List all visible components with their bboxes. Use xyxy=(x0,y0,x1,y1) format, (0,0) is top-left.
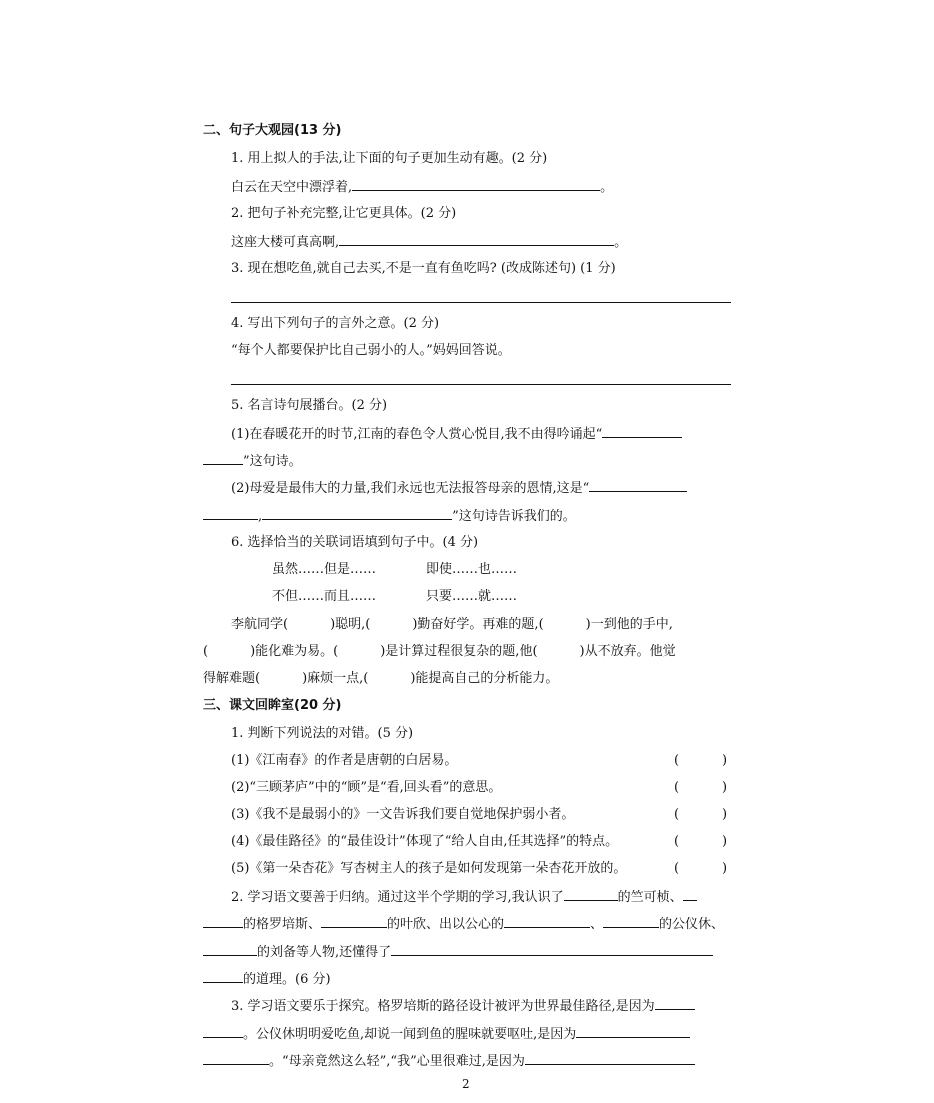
text-run: 的公仪休、 xyxy=(659,917,725,932)
text-run: 的刘备等人物,还懂得了 xyxy=(257,945,392,960)
text-run: 的竺可桢、 xyxy=(617,890,683,905)
answer-blank[interactable] xyxy=(203,452,243,465)
question-2-5-2 xyxy=(231,479,687,498)
option-1: 虽然……但是…… xyxy=(272,562,377,577)
judgement-item-1: (1)《江南春》的作者是唐朝的白居易。 xyxy=(231,753,458,768)
section-3-title: 三、课文回眸室(20 分) xyxy=(203,698,342,713)
text-run: )聪明,( xyxy=(330,617,371,632)
text-run: )能化难为易。( xyxy=(250,644,339,659)
judgement-paren-open: ( xyxy=(674,753,680,768)
text-run: 的格罗培斯、 xyxy=(243,917,322,932)
text-run: ( xyxy=(203,644,209,659)
text-run: )能提高自己的分析能力。 xyxy=(410,671,559,686)
judgement-paren-open: ( xyxy=(674,807,680,822)
text-run: 的叶欣、出以公心的 xyxy=(387,917,505,932)
question-2-6-paragraph-3 xyxy=(203,670,558,688)
judgement-paren-close: ) xyxy=(722,780,728,795)
option-2: 即使……也…… xyxy=(426,562,518,577)
answer-blank[interactable] xyxy=(203,970,243,983)
question-3-3-line-2 xyxy=(203,1025,690,1044)
judgement-paren-open: ( xyxy=(674,861,680,876)
judgement-item-3: (3)《我不是最弱小的》一文告诉我们要自觉地保护弱小者。 xyxy=(231,807,575,822)
section-2-title: 二、句子大观园(13 分) xyxy=(203,123,342,138)
question-3-3-line-1 xyxy=(231,997,695,1016)
question-2-1-line: 白云在天空中漂浮着, 。 xyxy=(231,180,614,195)
question-2-6-paragraph-2 xyxy=(203,643,676,661)
question-2-1: 1. 用上拟人的手法,让下面的句子更加生动有趣。(2 分) xyxy=(231,151,548,166)
answer-blank[interactable] xyxy=(203,1025,243,1038)
text-run: 得解难题( xyxy=(203,671,261,686)
question-3-3-line-3 xyxy=(203,1052,695,1071)
answer-blank[interactable] xyxy=(525,1052,695,1065)
text-run: 2. 学习语文要善于归纳。通过这半个学期的学习,我认识了 xyxy=(231,890,564,905)
question-3-1: 1. 判断下列说法的对错。(5 分) xyxy=(231,726,414,741)
question-3-2-line-3 xyxy=(203,943,713,962)
question-2-6: 6. 选择恰当的关联词语填到句子中。(4 分) xyxy=(231,535,479,550)
judgement-paren-close: ) xyxy=(722,861,728,876)
judgement-item-5: (5)《第一朵杏花》写杏树主人的孩子是如何发现第一朵杏花开放的。 xyxy=(231,861,627,876)
judgement-item-2: (2)“三顾茅庐”中的“顾”是“看,回头看”的意思。 xyxy=(231,780,502,795)
question-2-5-1-text: (1)在春暖花开的时节,江南的春色令人赏心悦目,我不由得吟诵起“ xyxy=(231,427,603,442)
question-2-5-1 xyxy=(231,425,682,444)
question-2-4-quote: “每个人都要保护比自己弱小的人。”妈妈回答说。 xyxy=(231,343,511,358)
answer-blank[interactable] xyxy=(352,178,600,191)
question-2-5-2-text: (2)母爱是最伟大的力量,我们永远也无法报答母亲的恩情,这是“ xyxy=(231,481,590,496)
question-2-3: 3. 现在想吃鱼,就自己去买,不是一直有鱼吃吗? (改成陈述句) (1 分) xyxy=(231,261,616,276)
answer-blank[interactable] xyxy=(603,915,659,928)
judgement-paren-close: ) xyxy=(722,807,728,822)
question-3-2-line-4 xyxy=(203,970,331,989)
judgement-item-4: (4)《最佳路径》的“最佳设计”体现了“给人自由,任其选择”的特点。 xyxy=(231,834,619,849)
question-2-5-1-cont xyxy=(203,452,302,471)
text-run: )麻烦一点,( xyxy=(302,671,369,686)
answer-blank[interactable] xyxy=(262,507,452,520)
judgement-paren-open: ( xyxy=(674,834,680,849)
answer-blank[interactable] xyxy=(683,888,697,901)
answer-line[interactable] xyxy=(231,302,731,303)
answer-blank[interactable] xyxy=(339,233,614,246)
question-2-1-prompt: 白云在天空中漂浮着, xyxy=(231,180,353,195)
option-3: 不但……而且…… xyxy=(272,589,377,604)
option-4: 只要……就…… xyxy=(426,589,518,604)
answer-blank[interactable] xyxy=(576,1025,690,1038)
text-run: 的道理。(6 分) xyxy=(243,972,331,987)
text-run: 李航同学( xyxy=(231,617,289,632)
answer-blank[interactable] xyxy=(321,915,387,928)
judgement-paren-close: ) xyxy=(722,834,728,849)
text-run: 。公仪休明明爱吃鱼,却说一闻到鱼的腥味就要呕吐,是因为 xyxy=(243,1027,577,1042)
answer-blank[interactable] xyxy=(203,507,258,520)
text-run: 、 xyxy=(590,917,604,932)
text-run: )一到他的手中, xyxy=(585,617,673,632)
question-2-5-1-end: ”这句诗。 xyxy=(243,454,302,469)
text-run: 。“母亲竟然这么轻”,“我”心里很难过,是因为 xyxy=(269,1054,525,1069)
question-2-5: 5. 名言诗句展播台。(2 分) xyxy=(231,398,388,413)
answer-blank[interactable] xyxy=(203,915,243,928)
answer-blank[interactable] xyxy=(655,997,695,1010)
answer-blank[interactable] xyxy=(203,943,257,956)
judgement-paren-close: ) xyxy=(722,753,728,768)
text-run: )是计算过程很复杂的题,他( xyxy=(380,644,538,659)
question-2-2: 2. 把句子补充完整,让它更具体。(2 分) xyxy=(231,206,457,221)
question-3-2-line-2 xyxy=(203,915,724,934)
question-2-5-2-end: ”这句诗告诉我们的。 xyxy=(452,509,576,524)
answer-blank[interactable] xyxy=(391,943,713,956)
answer-line[interactable] xyxy=(231,384,731,385)
question-2-2-line: 这座大楼可真高啊, 。 xyxy=(231,235,628,250)
answer-blank[interactable] xyxy=(564,888,618,901)
question-2-6-paragraph-1 xyxy=(231,616,673,634)
question-3-2-line-1 xyxy=(231,888,697,907)
judgement-paren-open: ( xyxy=(674,780,680,795)
answer-blank[interactable] xyxy=(602,425,682,438)
text-run: )从不放弃。他觉 xyxy=(579,644,676,659)
question-2-5-2-cont: , ”这句诗告诉我们的。 xyxy=(203,507,576,526)
text-run: )勤奋好学。再难的题,( xyxy=(412,617,544,632)
text-run: 3. 学习语文要乐于探究。格罗培斯的路径设计被评为世界最佳路径,是因为 xyxy=(231,999,655,1014)
answer-blank[interactable] xyxy=(504,915,590,928)
answer-blank[interactable] xyxy=(203,1052,269,1065)
question-2-4: 4. 写出下列句子的言外之意。(2 分) xyxy=(231,316,440,331)
question-2-2-prompt: 这座大楼可真高啊, xyxy=(231,235,340,250)
answer-blank[interactable] xyxy=(589,479,687,492)
page-number: 2 xyxy=(462,1077,470,1091)
